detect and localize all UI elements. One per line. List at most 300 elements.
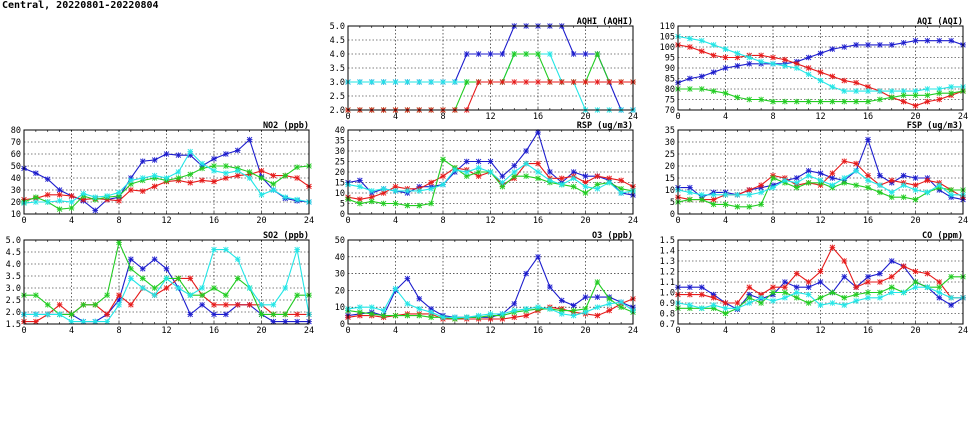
fsp-green-point: [735, 204, 741, 210]
aqhi-cyan-point: [381, 79, 387, 85]
fsp-cyan-point: [687, 190, 693, 196]
co-ytick-label: 1.3: [659, 257, 675, 267]
o3-cyan-point: [405, 301, 411, 307]
aqhi-cyan-point: [428, 79, 434, 85]
rsp-cyan-point: [405, 188, 411, 194]
fsp-green-point: [877, 190, 883, 196]
rsp-cyan-point: [606, 180, 612, 186]
co-blue-point: [806, 284, 812, 290]
aqhi-ytick-label: 5.0: [329, 22, 345, 32]
aqi-blue-point: [746, 61, 752, 67]
o3-blue-point: [535, 254, 541, 260]
so2-xtick-label: 0: [21, 326, 27, 336]
co-ytick-label: 0.8: [659, 309, 675, 320]
aqi-red-point: [901, 99, 907, 105]
rsp-cyan-point: [381, 186, 387, 192]
fsp-green-point: [853, 182, 859, 188]
no2-green-point: [199, 166, 205, 172]
o3-cyan-point: [476, 313, 482, 319]
so2-green-point: [104, 292, 110, 298]
co-green-point: [723, 311, 729, 317]
o3-blue-point: [595, 294, 601, 300]
co-cyan-point: [794, 290, 800, 296]
co-green-point: [841, 295, 847, 301]
co-chart: [627, 230, 970, 342]
aqhi-red-point: [595, 79, 601, 85]
no2-blue-point: [247, 137, 253, 143]
o3-green-point: [393, 313, 399, 319]
no2-ytick-label: 30: [10, 186, 21, 196]
o3-ytick-label: 10: [334, 303, 345, 314]
so2-ytick-label: 5.0: [5, 236, 21, 246]
no2-blue-point: [140, 158, 146, 164]
co-red-point: [782, 284, 788, 290]
rsp-xtick-label: 0: [345, 216, 351, 226]
rsp-green-point: [369, 199, 375, 205]
aqi-cyan-point: [735, 51, 741, 57]
aqi-ytick-label: 100: [659, 43, 675, 53]
aqi-green-point: [723, 90, 729, 96]
co-blue-point: [818, 279, 824, 285]
rsp-blue-point: [511, 163, 517, 169]
aqi-title: AQI (AQI): [916, 17, 963, 27]
co-red-point: [806, 279, 812, 285]
aqi-red-point: [936, 97, 942, 103]
co-blue-point: [948, 302, 954, 308]
no2-green-point: [211, 163, 217, 169]
fsp-cyan-point: [806, 173, 812, 179]
co-green-point: [746, 295, 752, 301]
co-red-point: [901, 263, 907, 269]
aqi-cyan-point: [758, 59, 764, 65]
no2-xtick-label: 8: [116, 216, 122, 226]
no2-green-point: [282, 173, 288, 179]
aqi-red-point: [913, 103, 919, 109]
rsp-green-point: [357, 201, 363, 207]
o3-green-point: [428, 314, 434, 320]
aqi-green-point: [853, 99, 859, 105]
co-cyan-point: [699, 305, 705, 311]
so2-blue-point: [140, 266, 146, 272]
so2-cyan-point: [247, 285, 253, 291]
rsp-cyan-point: [535, 169, 541, 175]
co-red-point: [687, 292, 693, 298]
fsp-cyan-point: [841, 175, 847, 181]
aqi-blue-point: [699, 74, 705, 80]
aqhi-xtick-label: 24: [627, 112, 639, 122]
no2-xtick-label: 0: [21, 216, 27, 226]
co-red-point: [723, 300, 729, 306]
aqi-blue-point: [830, 46, 836, 52]
no2-cyan-point: [152, 173, 158, 179]
o3-red-point: [595, 313, 601, 319]
rsp-green-point: [523, 173, 529, 179]
co-cyan-point: [687, 302, 693, 308]
co-green-point: [770, 290, 776, 296]
fsp-cyan-point: [758, 190, 764, 196]
so2-cyan-point: [128, 276, 134, 282]
so2-blue-point: [211, 312, 217, 318]
o3-ytick-label: 40: [334, 252, 345, 263]
o3-green-point: [416, 313, 422, 319]
no2-red-point: [57, 192, 63, 198]
aqi-green-point: [877, 97, 883, 103]
so2-cyan-point: [187, 292, 193, 298]
fsp-xtick-label: 20: [910, 216, 921, 226]
so2-cyan-point: [235, 256, 241, 262]
aqhi-cyan-point: [416, 79, 422, 85]
rsp-red-point: [440, 173, 446, 179]
fsp-green-point: [687, 197, 693, 203]
o3-blue-point: [523, 271, 529, 277]
o3-blue-point: [583, 294, 589, 300]
co-ytick-label: 1.4: [659, 246, 675, 257]
aqi-red-point: [818, 69, 824, 75]
no2-red-point: [259, 168, 265, 174]
aqi-cyan-point: [925, 86, 931, 92]
co-red-point: [877, 279, 883, 285]
o3-blue-point: [511, 301, 517, 307]
co-green-point: [758, 300, 764, 306]
aqhi-blue-point: [488, 51, 494, 57]
no2-ytick-label: 80: [10, 126, 21, 136]
aqi-red-point: [830, 74, 836, 80]
no2-cyan-point: [164, 175, 170, 181]
co-red-point: [794, 271, 800, 277]
fsp-cyan-point: [723, 192, 729, 198]
rsp-ytick-label: 0: [339, 210, 345, 220]
fsp-red-point: [830, 170, 836, 176]
aqi-ytick-label: 95: [664, 53, 675, 64]
rsp-xtick-label: 16: [532, 216, 544, 226]
no2-blue-point: [92, 208, 98, 214]
fsp-green-point: [746, 204, 752, 210]
rsp-green-point: [416, 203, 422, 209]
aqhi-blue-point: [476, 51, 482, 57]
rsp-title: RSP (ug/m3): [576, 121, 633, 131]
so2-cyan-point: [33, 312, 39, 318]
o3-ytick-label: 20: [334, 286, 345, 297]
aqi-cyan-point: [794, 65, 800, 71]
aqhi-green-point: [595, 51, 601, 57]
co-blue-point: [699, 284, 705, 290]
no2-blue-point: [164, 151, 170, 157]
aqhi-chart: [300, 16, 640, 128]
o3-red-point: [523, 313, 529, 319]
aqi-green-point: [746, 97, 752, 103]
no2-ytick-label: 60: [10, 150, 21, 160]
no2-cyan-point: [57, 198, 63, 204]
so2-xtick-label: 8: [116, 326, 122, 336]
o3-xtick-label: 16: [532, 326, 544, 336]
aqi-red-point: [806, 65, 812, 71]
no2-blue-point: [223, 151, 229, 157]
o3-cyan-point: [583, 309, 589, 315]
aqhi-cyan-point: [452, 79, 458, 85]
aqi-green-point: [901, 93, 907, 99]
so2-xtick-label: 12: [161, 326, 172, 336]
co-blue-point: [936, 295, 942, 301]
rsp-cyan-point: [440, 182, 446, 188]
co-blue-point: [841, 274, 847, 280]
aqhi-ytick-label: 4.5: [329, 36, 345, 46]
rsp-ytick-label: 10: [334, 189, 345, 199]
fsp-ytick-label: 20: [664, 162, 675, 172]
co-red-point: [936, 279, 942, 285]
so2-cyan-point: [116, 302, 122, 308]
aqhi-green-point: [511, 51, 517, 57]
aqhi-xtick-label: 16: [532, 112, 544, 122]
so2-cyan-point: [282, 285, 288, 291]
fsp-cyan-point: [794, 180, 800, 186]
o3-xtick-label: 24: [627, 326, 639, 336]
no2-ytick-label: 40: [10, 174, 21, 184]
no2-cyan-point: [128, 178, 134, 184]
fsp-blue-point: [687, 185, 693, 191]
rsp-cyan-point: [452, 167, 458, 173]
co-red-point: [889, 274, 895, 280]
o3-xtick-label: 0: [345, 326, 351, 336]
no2-cyan-point: [235, 168, 241, 174]
co-ytick-label: 0.9: [659, 299, 675, 309]
aqi-ytick-label: 90: [664, 64, 675, 74]
no2-ytick-label: 50: [10, 162, 21, 172]
fsp-green-point: [806, 180, 812, 186]
so2-green-point: [223, 292, 229, 298]
co-red-point: [841, 258, 847, 264]
aqi-green-point: [925, 93, 931, 99]
o3-cyan-point: [606, 301, 612, 307]
rsp-xtick-label: 20: [580, 216, 591, 226]
no2-green-point: [69, 205, 75, 211]
aqhi-green-point: [535, 51, 541, 57]
so2-red-point: [223, 302, 229, 308]
rsp-red-point: [535, 161, 541, 167]
fsp-cyan-point: [699, 192, 705, 198]
fsp-red-point: [889, 178, 895, 184]
so2-ytick-label: 3.5: [5, 272, 21, 282]
rsp-green-point: [381, 201, 387, 207]
co-ytick-label: 1.0: [659, 288, 675, 299]
aqi-ytick-label: 110: [659, 22, 675, 32]
so2-green-point: [128, 266, 134, 272]
aqhi-blue-point: [571, 51, 577, 57]
so2-ytick-label: 1.5: [5, 320, 21, 330]
rsp-ytick-label: 5: [339, 199, 345, 210]
no2-cyan-point: [247, 175, 253, 181]
so2-green-point: [199, 292, 205, 298]
aqi-cyan-point: [948, 84, 954, 90]
co-ytick-label: 1.1: [659, 278, 675, 288]
fsp-ytick-label: 25: [664, 150, 675, 160]
o3-cyan-point: [559, 311, 565, 317]
rsp-blue-point: [583, 173, 589, 179]
aqi-green-point: [936, 90, 942, 96]
so2-cyan-point: [140, 285, 146, 291]
o3-chart: [300, 230, 640, 342]
co-red-point: [853, 284, 859, 290]
co-green-point: [782, 290, 788, 296]
fsp-blue-point: [806, 168, 812, 174]
aqi-cyan-point: [770, 61, 776, 67]
aqi-blue-point: [723, 65, 729, 71]
o3-title: O3 (ppb): [592, 231, 633, 241]
fsp-xtick-label: 24: [957, 216, 969, 226]
aqhi-cyan-point: [369, 79, 375, 85]
aqi-red-point: [782, 57, 788, 63]
aqhi-ytick-label: 3.0: [329, 78, 345, 88]
fsp-cyan-point: [913, 187, 919, 193]
co-green-point: [794, 295, 800, 301]
o3-green-point: [618, 304, 624, 310]
aqi-green-point: [889, 95, 895, 101]
fsp-red-point: [865, 173, 871, 179]
co-cyan-point: [770, 298, 776, 304]
rsp-xtick-label: 12: [485, 216, 496, 226]
co-green-point: [877, 290, 883, 296]
co-cyan-point: [853, 298, 859, 304]
aqi-xtick-label: 4: [722, 112, 729, 122]
rsp-xtick-label: 8: [440, 216, 446, 226]
aqi-green-point: [806, 99, 812, 105]
no2-cyan-point: [81, 191, 87, 197]
aqhi-xtick-label: 20: [580, 112, 591, 122]
aqi-green-point: [818, 99, 824, 105]
rsp-blue-point: [476, 159, 482, 165]
co-ytick-label: 1.2: [659, 267, 675, 278]
rsp-red-point: [618, 178, 624, 184]
o3-blue-point: [547, 284, 553, 290]
fsp-green-point: [948, 187, 954, 193]
aqi-blue-point: [711, 69, 717, 75]
o3-cyan-point: [511, 308, 517, 314]
no2-cyan-point: [45, 199, 51, 205]
rsp-green-point: [405, 203, 411, 209]
rsp-ytick-label: 15: [334, 178, 345, 189]
fsp-cyan-point: [901, 182, 907, 188]
o3-red-point: [606, 308, 612, 314]
co-cyan-point: [877, 295, 883, 301]
o3-xtick-label: 4: [392, 326, 399, 336]
fsp-blue-point: [818, 170, 824, 176]
o3-xtick-label: 20: [580, 326, 591, 336]
co-red-point: [865, 279, 871, 285]
so2-green-point: [69, 312, 75, 318]
aqhi-red-point: [488, 79, 494, 85]
so2-title: SO2 (ppb): [262, 231, 309, 241]
aqhi-ytick-label: 4.0: [329, 50, 345, 60]
so2-green-point: [176, 276, 182, 282]
aqhi-red-point: [523, 79, 529, 85]
no2-blue-point: [235, 148, 241, 154]
co-green-point: [853, 292, 859, 298]
no2-green-point: [57, 206, 63, 212]
so2-xtick-label: 4: [68, 326, 75, 336]
rsp-blue-point: [357, 178, 363, 184]
aqi-cyan-point: [711, 42, 717, 48]
rsp-cyan-point: [500, 180, 506, 186]
no2-cyan-point: [211, 168, 217, 174]
aqi-xtick-label: 8: [770, 112, 776, 122]
rsp-blue-point: [488, 159, 494, 165]
o3-cyan-point: [428, 309, 434, 315]
aqi-blue-point: [865, 42, 871, 48]
so2-chart: [0, 230, 316, 342]
o3-cyan-point: [440, 314, 446, 320]
fsp-green-point: [865, 185, 871, 191]
aqi-green-point: [948, 90, 954, 96]
co-cyan-point: [746, 300, 752, 306]
o3-cyan-point: [500, 311, 506, 317]
co-xtick-label: 8: [770, 326, 776, 336]
aqhi-blue-point: [500, 51, 506, 57]
co-green-point: [936, 284, 942, 290]
fsp-blue-point: [877, 173, 883, 179]
aqhi-blue-point: [464, 51, 470, 57]
co-red-point: [711, 295, 717, 301]
so2-green-point: [81, 302, 87, 308]
co-xtick-label: 12: [815, 326, 826, 336]
aqi-red-point: [687, 44, 693, 50]
rsp-green-point: [428, 201, 434, 207]
co-red-point: [925, 271, 931, 277]
no2-red-point: [223, 175, 229, 181]
fsp-cyan-point: [889, 190, 895, 196]
no2-cyan-point: [199, 161, 205, 167]
co-cyan-point: [735, 305, 741, 311]
so2-cyan-point: [45, 312, 51, 318]
o3-cyan-point: [535, 304, 541, 310]
rsp-cyan-point: [357, 184, 363, 190]
fsp-ytick-label: 15: [664, 174, 675, 184]
aqi-cyan-point: [865, 88, 871, 94]
aqhi-red-point: [535, 79, 541, 85]
aqhi-red-point: [547, 79, 553, 85]
fsp-blue-point: [794, 175, 800, 181]
no2-xtick-label: 20: [256, 216, 267, 226]
fsp-ytick-label: 30: [664, 138, 675, 148]
co-red-point: [699, 292, 705, 298]
fsp-green-point: [901, 194, 907, 200]
rsp-blue-point: [464, 159, 470, 165]
aqi-red-point: [853, 80, 859, 86]
aqi-blue-point: [877, 42, 883, 48]
aqi-xtick-label: 20: [910, 112, 921, 122]
rsp-green-point: [583, 190, 589, 196]
rsp-xtick-label: 4: [392, 216, 399, 226]
aqi-cyan-point: [877, 88, 883, 94]
so2-cyan-point: [199, 285, 205, 291]
aqhi-title: AQHI (AQHI): [576, 17, 633, 27]
fsp-blue-point: [901, 173, 907, 179]
co-green-point: [818, 295, 824, 301]
aqhi-red-point: [618, 79, 624, 85]
fsp-cyan-point: [865, 178, 871, 184]
so2-cyan-point: [57, 312, 63, 318]
so2-red-point: [235, 302, 241, 308]
aqi-cyan-point: [699, 38, 705, 44]
aqhi-blue-point: [583, 51, 589, 57]
no2-xtick-label: 12: [161, 216, 172, 226]
no2-blue-point: [211, 156, 217, 162]
aqi-cyan-point: [687, 36, 693, 42]
o3-cyan-point: [464, 314, 470, 320]
no2-green-point: [33, 194, 39, 200]
co-cyan-point: [782, 295, 788, 301]
so2-cyan-point: [152, 292, 158, 298]
aqi-xtick-label: 0: [675, 112, 681, 122]
fsp-xtick-label: 8: [770, 216, 776, 226]
